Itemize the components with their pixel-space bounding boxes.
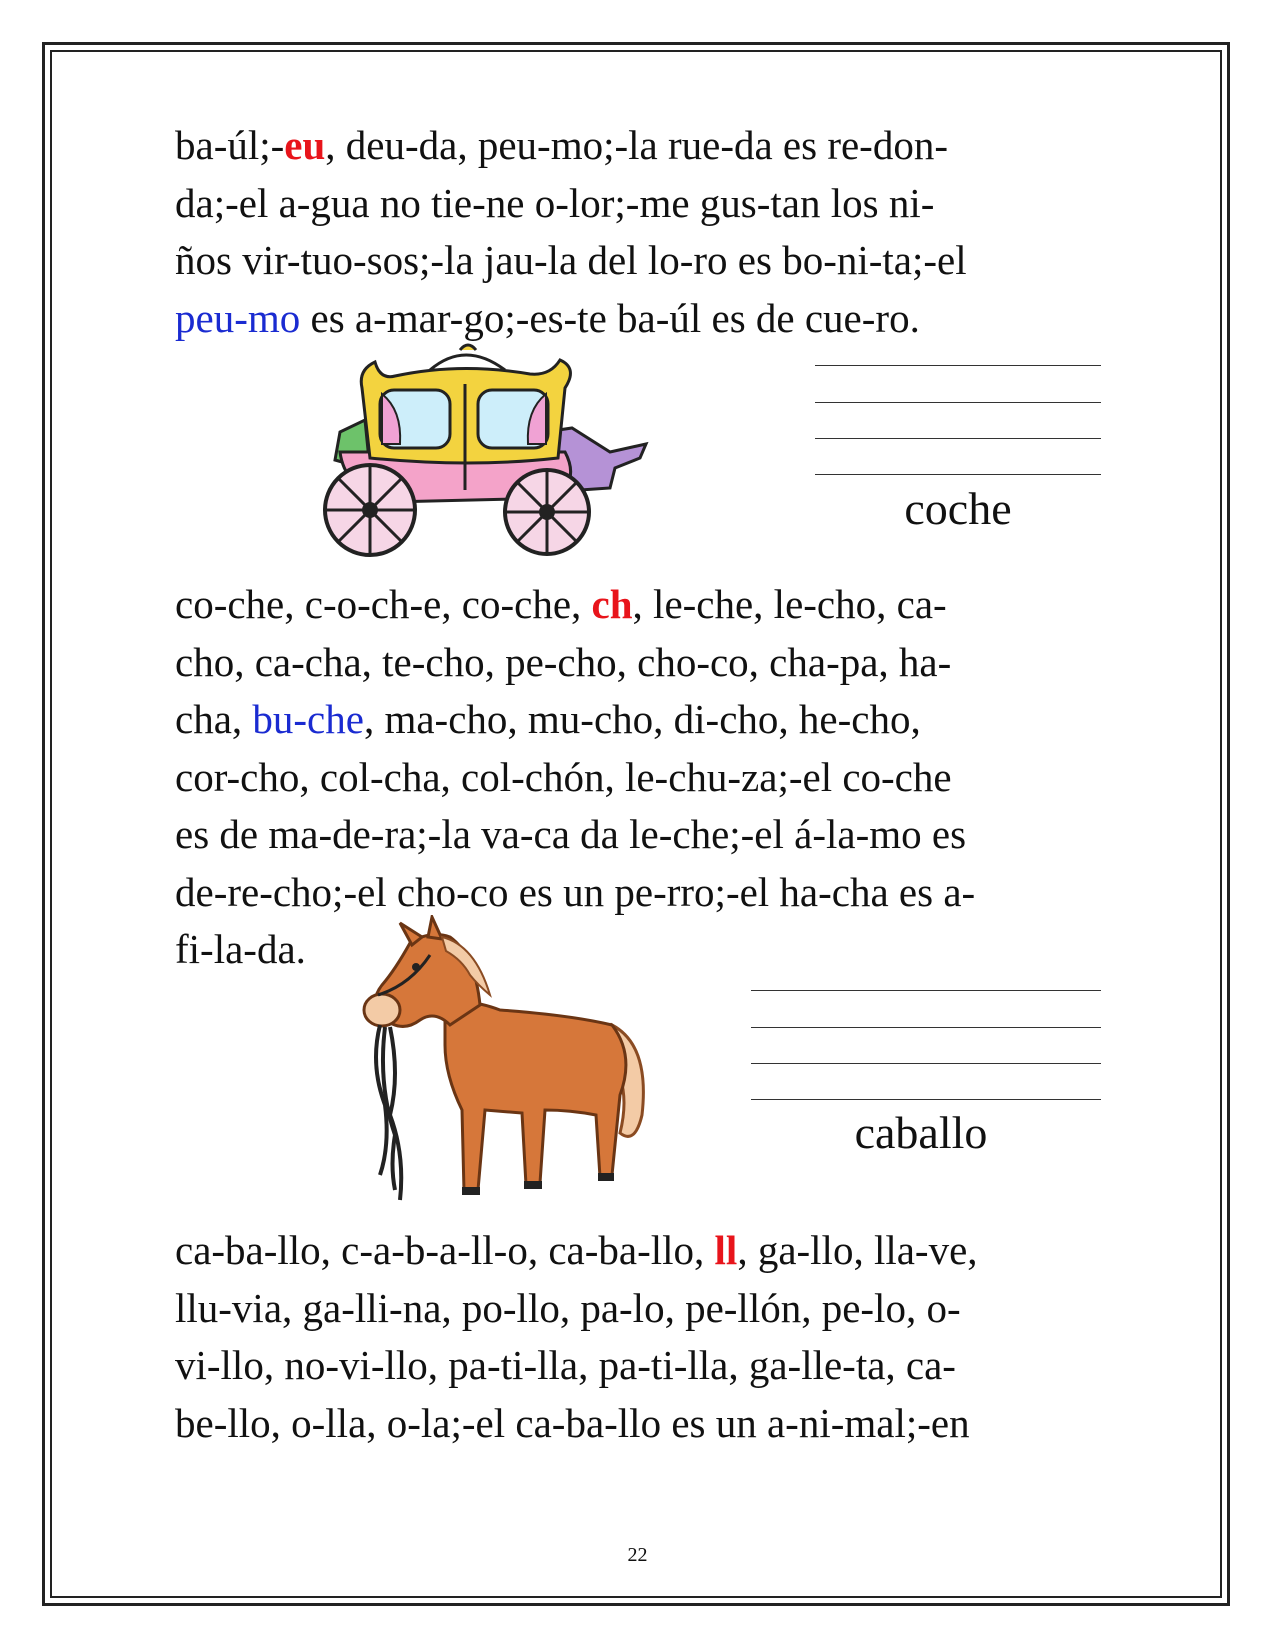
- horse-illustration: [350, 915, 680, 1215]
- writing-line: [751, 1063, 1101, 1064]
- text-segment: , le-che, le-cho, ca-: [632, 581, 947, 627]
- text-line: [175, 576, 1175, 634]
- text-line: da;-el a-gua no tie-ne o-lor;-me gus-tan los ni-: [175, 179, 935, 226]
- highlight-letters: eu: [284, 122, 326, 168]
- text-line: vi-llo, no-vi-llo, pa-ti-lla, pa-ti-lla, ga-lle-ta, ca-: [175, 1342, 956, 1388]
- text-segment: , ma-cho, mu-cho, di-cho, he-cho,: [363, 696, 921, 742]
- text-line: [175, 117, 1175, 175]
- caption-coche: coche: [904, 483, 1012, 534]
- text-line: [175, 691, 1175, 749]
- text-segment: es a-mar-go;-es-te ba-úl es de cue-ro.: [300, 294, 920, 341]
- highlight-letters: ll: [714, 1227, 738, 1273]
- text-line: cho, ca-cha, te-cho, pe-cho, cho-co, cha-pa, ha-: [175, 638, 952, 685]
- text-line: de-re-cho;-el cho-co es un pe-rro;-el ha-cha es a-: [175, 868, 976, 915]
- text-segment: co-che, c-o-ch-e, co-che,: [175, 581, 592, 627]
- highlight-word: bu-che: [252, 696, 364, 742]
- text-line: es de ma-de-ra;-la va-ca da le-che;-el á-la-mo es: [175, 811, 967, 857]
- text-line: fi-la-da.: [175, 926, 306, 972]
- text-line: ños vir-tuo-sos;-la jau-la del lo-ro es bo-ni-ta;-el: [175, 237, 967, 283]
- carriage-illustration: [310, 340, 660, 565]
- text-line: cor-cho, col-cha, col-chón, le-chu-za;-el co-che: [175, 753, 952, 800]
- highlight-letters: ch: [591, 581, 633, 627]
- highlight-word: peu-mo: [175, 294, 301, 341]
- text-segment: , deu-da, peu-mo;-la rue-da es re-don-: [325, 122, 948, 168]
- text-segment: , ga-llo, lla-ve,: [737, 1227, 978, 1273]
- text-segment: cha,: [175, 696, 253, 742]
- paragraph-eu: [175, 117, 1175, 347]
- writing-line: [815, 402, 1101, 403]
- page-number: 22: [627, 1544, 648, 1566]
- writing-line: [751, 1099, 1101, 1100]
- text-line: [175, 1222, 1175, 1280]
- text-line: llu-via, ga-lli-na, po-llo, pa-lo, pe-llón, pe-lo, o-: [175, 1284, 961, 1331]
- writing-line: [751, 1027, 1101, 1028]
- text-line: [175, 290, 1175, 348]
- writing-line: [815, 474, 1101, 475]
- writing-line: [815, 365, 1101, 366]
- paragraph-ll: [175, 1222, 1175, 1452]
- caption-caballo: caballo: [854, 1107, 988, 1158]
- writing-line: [751, 990, 1101, 991]
- text-segment: ba-úl;-: [175, 122, 285, 168]
- writing-line: [815, 438, 1101, 439]
- text-segment: ca-ba-llo, c-a-b-a-ll-o, ca-ba-llo,: [175, 1227, 715, 1273]
- text-line: be-llo, o-lla, o-la;-el ca-ba-llo es un a-ni-mal;-en: [175, 1399, 970, 1446]
